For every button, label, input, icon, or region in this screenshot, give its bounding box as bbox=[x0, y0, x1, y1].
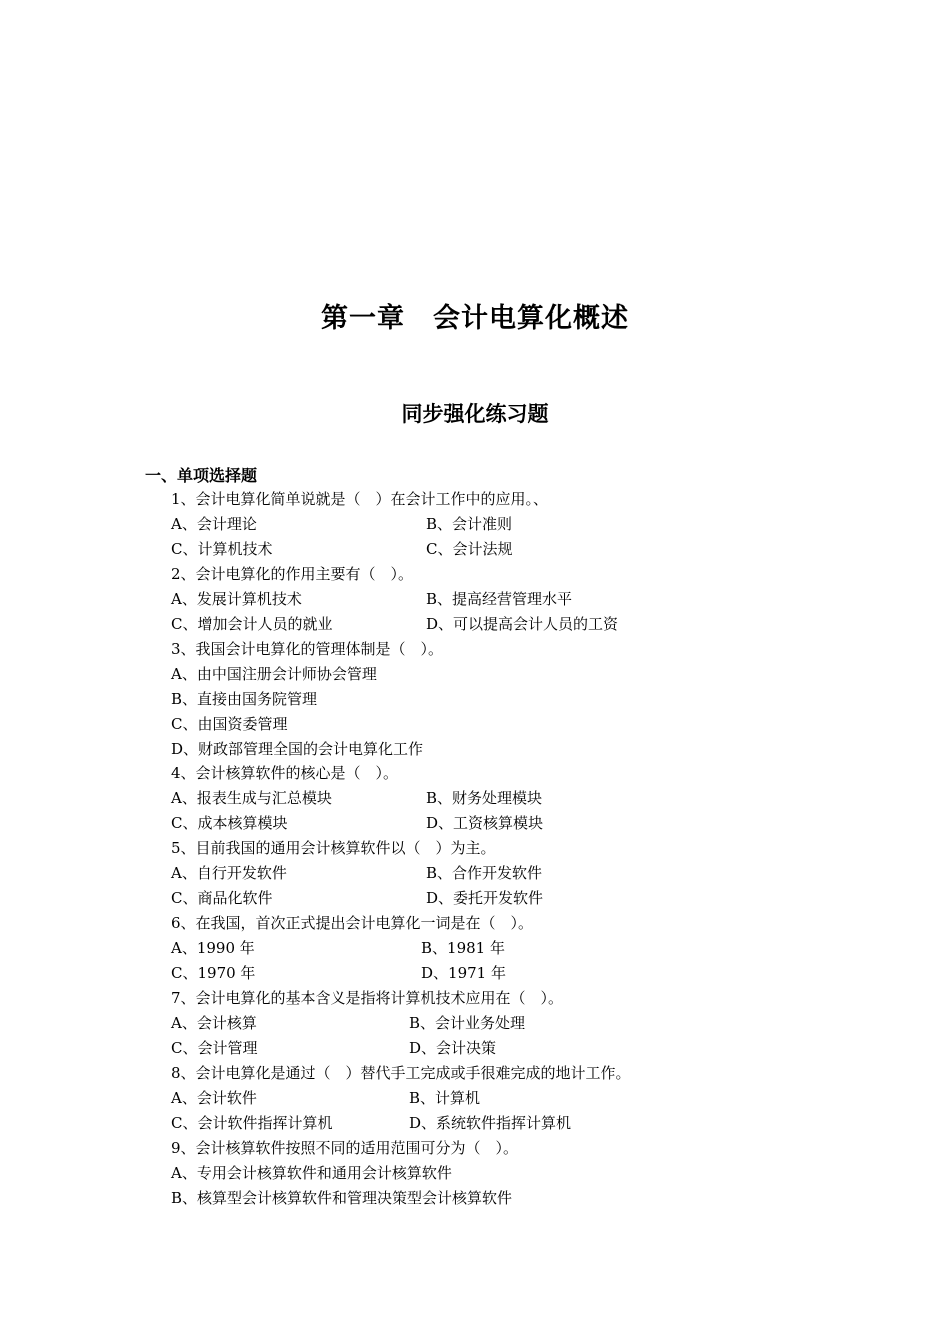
option-row bbox=[171, 863, 543, 883]
option-row bbox=[171, 888, 544, 908]
answer-option: D、委托开发软件 bbox=[426, 889, 544, 908]
option-row bbox=[171, 1163, 452, 1183]
question-stem: 1、会计电算化简单说就是（ ）在会计工作中的应用。、 bbox=[171, 490, 549, 508]
answer-option: A、会计软件 bbox=[171, 1088, 257, 1107]
option-row bbox=[171, 1013, 526, 1033]
answer-option: D、可以提高会计人员的工资 bbox=[426, 614, 619, 633]
answer-option: D、财政部管理全国的会计电算化工作 bbox=[171, 739, 424, 758]
section-heading: 一、单项选择题 bbox=[145, 466, 258, 485]
answer-option: B、会计业务处理 bbox=[409, 1013, 526, 1032]
option-row bbox=[171, 664, 377, 684]
answer-option: D、1971 年 bbox=[421, 964, 506, 983]
answer-option: A、会计核算 bbox=[171, 1013, 257, 1032]
answer-option: B、会计准则 bbox=[426, 514, 513, 533]
answer-option: A、1990 年 bbox=[171, 939, 255, 958]
answer-option: C、1970 年 bbox=[171, 964, 256, 983]
question-stem: 7、会计电算化的基本含义是指将计算机技术应用在（ ）。 bbox=[171, 989, 564, 1007]
answer-option: B、合作开发软件 bbox=[426, 864, 543, 883]
answer-option: C、增加会计人员的就业 bbox=[171, 614, 333, 633]
answer-option: D、系统软件指挥计算机 bbox=[409, 1113, 572, 1132]
option-row bbox=[171, 1088, 481, 1108]
question-stem: 6、在我国，首次正式提出会计电算化一词是在（ ）。 bbox=[171, 914, 534, 933]
answer-option: C、会计管理 bbox=[171, 1038, 258, 1057]
answer-option: B、财务处理模块 bbox=[426, 789, 543, 808]
answer-option: C、由国资委管理 bbox=[171, 714, 288, 733]
option-row bbox=[171, 514, 513, 534]
answer-option: D、工资核算模块 bbox=[426, 814, 544, 833]
option-row bbox=[171, 589, 573, 609]
chapter-title: 第一章 会计电算化概述 bbox=[321, 303, 629, 334]
option-row bbox=[171, 938, 505, 958]
option-row bbox=[171, 714, 287, 734]
answer-option: A、由中国注册会计师协会管理 bbox=[171, 664, 377, 683]
exercise-title: 同步强化练习题 bbox=[401, 402, 549, 426]
option-row bbox=[171, 1113, 572, 1133]
option-row bbox=[171, 614, 619, 634]
option-row bbox=[171, 539, 513, 559]
question-stem: 5、目前我国的通用会计核算软件以（ ）为主。 bbox=[171, 839, 496, 858]
option-row bbox=[171, 813, 544, 833]
answer-option: B、直接由国务院管理 bbox=[171, 689, 318, 708]
option-row bbox=[171, 739, 423, 759]
option-row bbox=[171, 689, 317, 709]
answer-option: D、会计决策 bbox=[409, 1038, 497, 1057]
answer-option: A、专用会计核算软件和通用会计核算软件 bbox=[171, 1163, 452, 1182]
answer-option: C、计算机技术 bbox=[171, 539, 273, 558]
answer-option: C、商品化软件 bbox=[171, 889, 273, 908]
option-row bbox=[171, 963, 506, 983]
answer-option: A、发展计算机技术 bbox=[171, 589, 302, 608]
question-stem: 4、会计核算软件的核心是（ ）。 bbox=[171, 764, 399, 783]
answer-option: B、提高经营管理水平 bbox=[426, 589, 573, 608]
answer-option: B、核算型会计核算软件和管理决策型会计核算软件 bbox=[171, 1188, 513, 1207]
option-row bbox=[171, 1038, 497, 1058]
answer-option: C、会计法规 bbox=[426, 539, 513, 558]
answer-option: C、成本核算模块 bbox=[171, 814, 288, 833]
answer-option: B、计算机 bbox=[409, 1088, 481, 1107]
answer-option: A、报表生成与汇总模块 bbox=[171, 789, 332, 808]
option-row bbox=[171, 788, 543, 808]
answer-option: A、会计理论 bbox=[171, 514, 257, 533]
answer-option: B、1981 年 bbox=[421, 939, 505, 958]
question-stem: 2、会计电算化的作用主要有（ ）。 bbox=[171, 564, 414, 583]
question-stem: 9、会计核算软件按照不同的适用范围可分为（ ）。 bbox=[171, 1138, 519, 1157]
question-stem: 3、我国会计电算化的管理体制是（ ）。 bbox=[171, 639, 444, 658]
answer-option: C、会计软件指挥计算机 bbox=[171, 1113, 333, 1132]
option-row bbox=[171, 1188, 512, 1208]
question-stem: 8、会计电算化是通过（ ）替代手工完成或手很难完成的地计工作。 bbox=[171, 1063, 631, 1082]
answer-option: A、自行开发软件 bbox=[171, 864, 287, 883]
